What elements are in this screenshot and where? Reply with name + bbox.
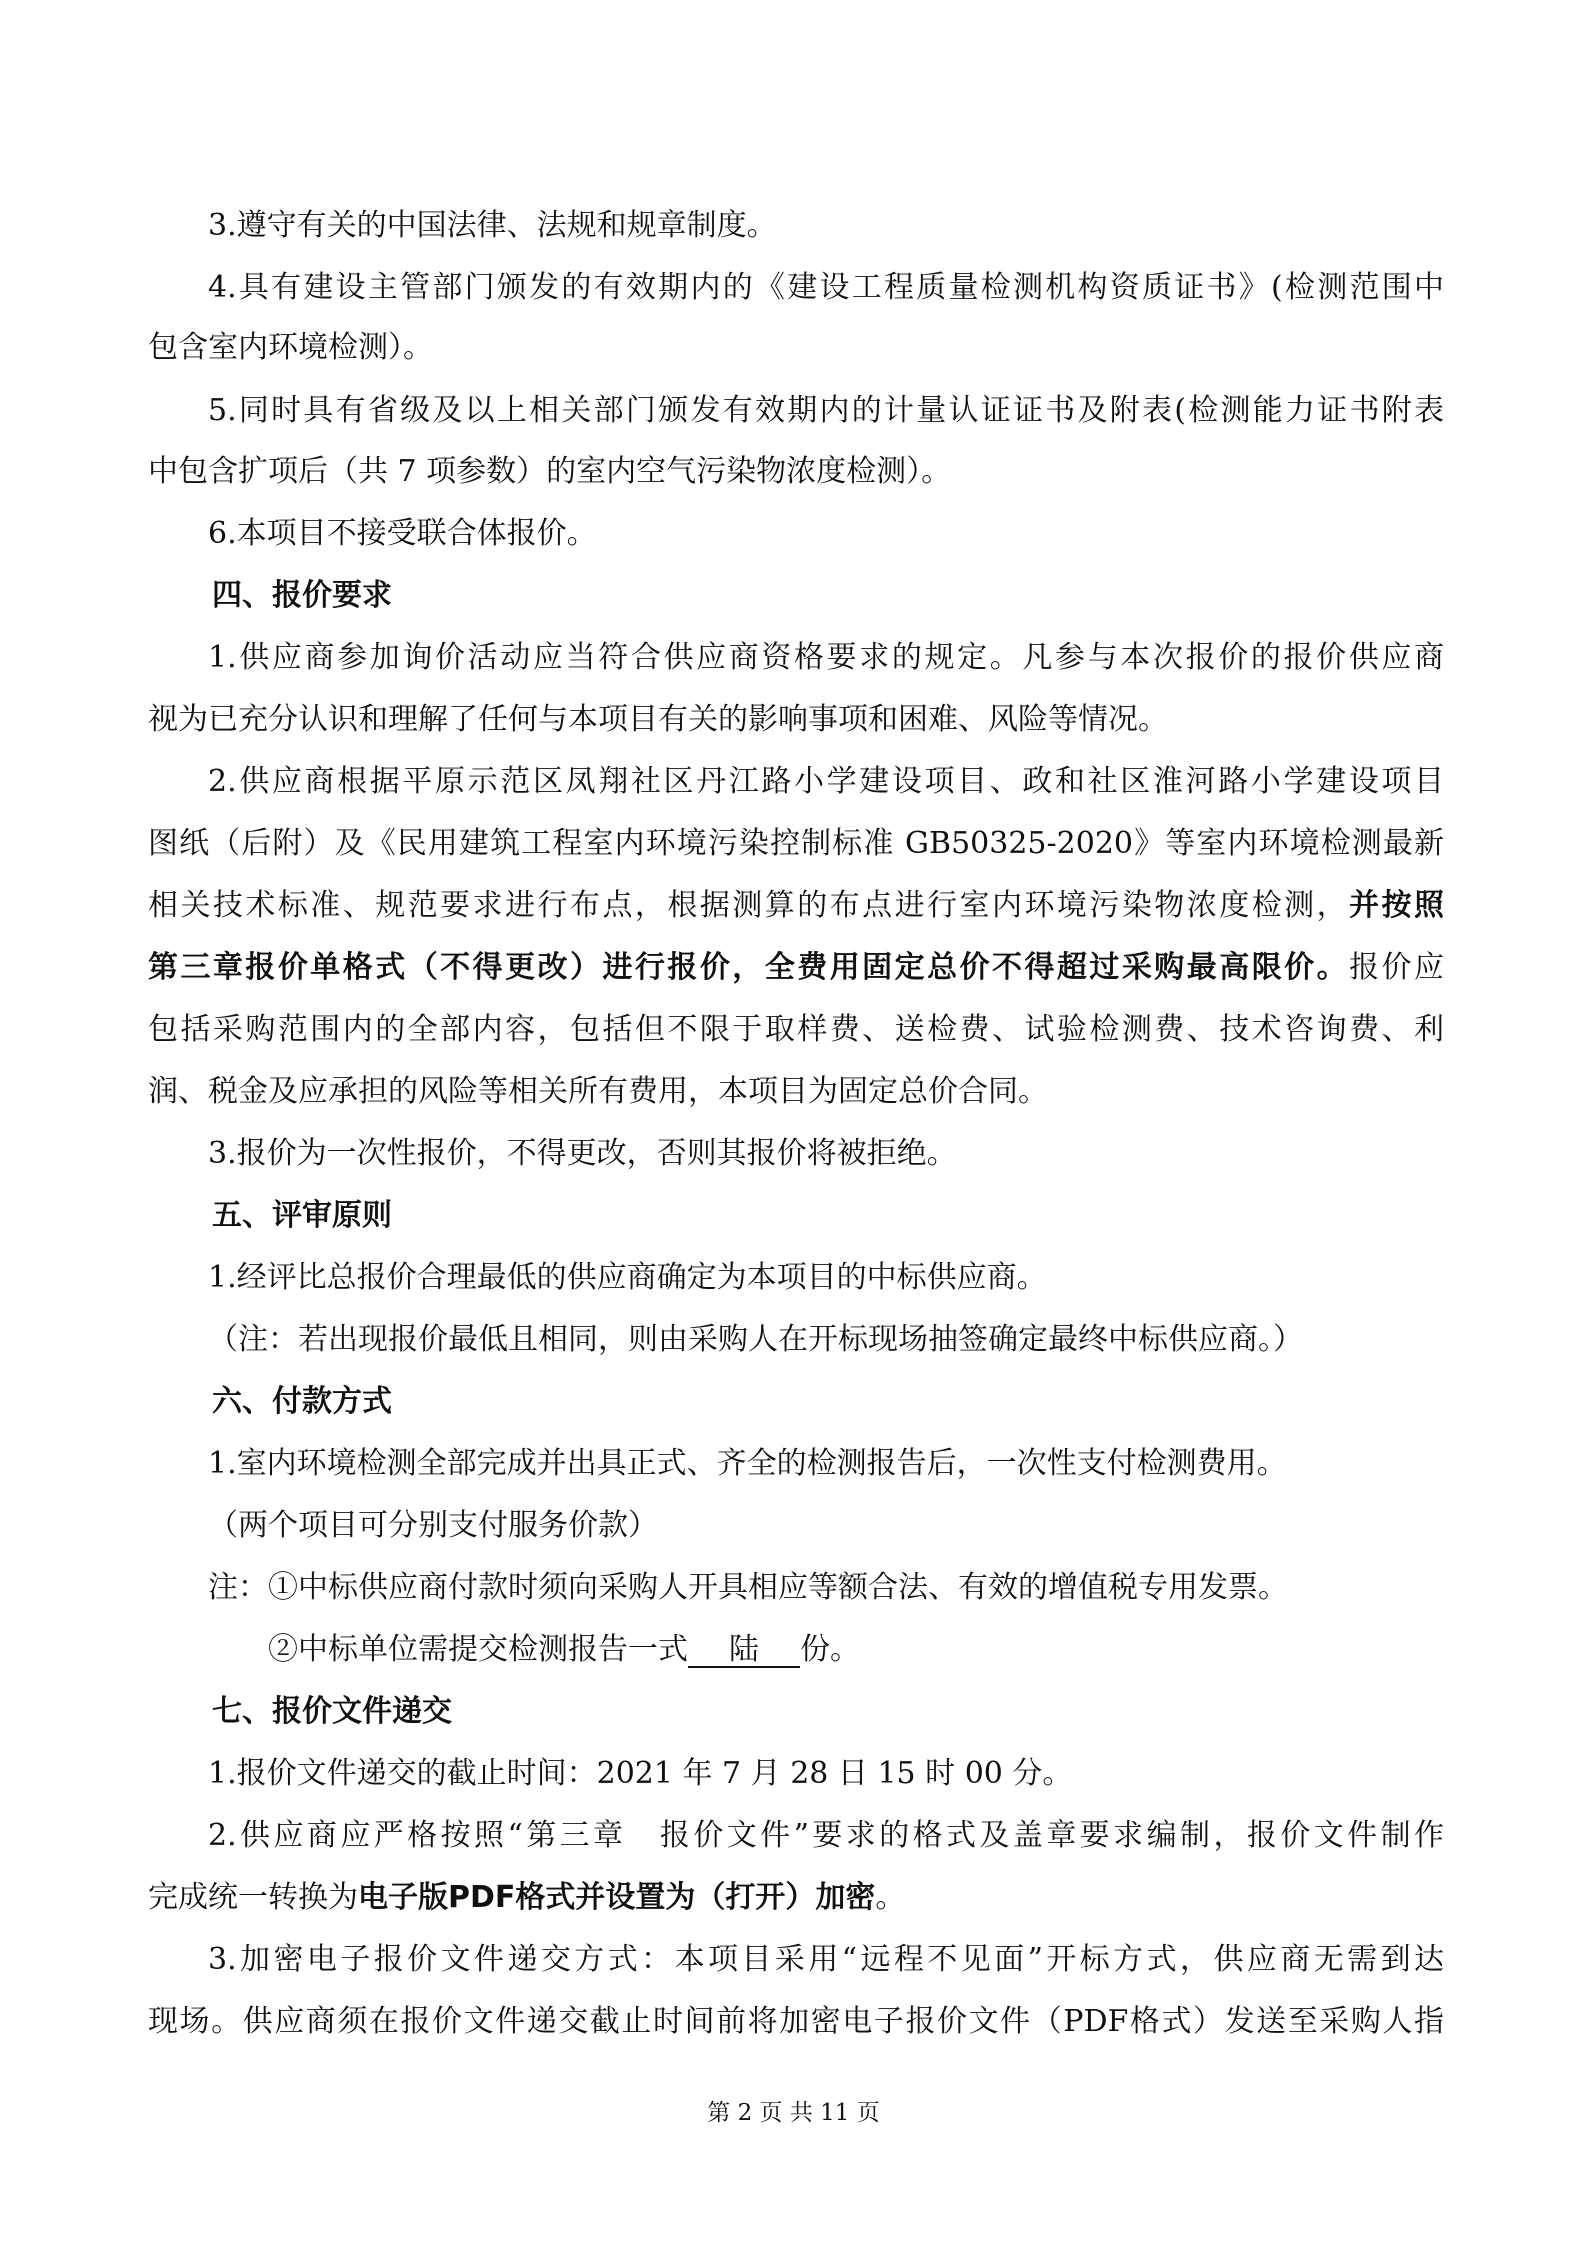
section-4-heading: 四、报价要求 xyxy=(212,578,392,613)
section-7-para2-line2 xyxy=(148,1880,1444,1916)
para2-line3-bold: 并按照 xyxy=(1349,888,1445,923)
page-number-footer: 第 2 页 共 11 页 xyxy=(707,2100,880,2126)
section-7-para1: 1.报价文件递交的截止时间：2021 年 7 月 28 日 15 时 00 分。 xyxy=(208,1756,1073,1791)
section-7-para3-line1: 3.加密电子报价文件递交方式：本项目采用“远程不见面”开标方式，供应商无需到达 xyxy=(208,1942,1444,1977)
section-4-para2-line1: 2.供应商根据平原示范区凤翔社区丹江路小学建设项目、政和社区淮河路小学建设项目 xyxy=(208,764,1444,799)
section-4-para2-line2: 图纸（后附）及《民用建筑工程室内环境污染控制标准 GB50325-2020》等室内环境检测最新 xyxy=(148,826,1444,861)
section-6-note1: 注：①中标供应商付款时须向采购人开具相应等额合法、有效的增值税专用发票。 xyxy=(208,1570,1288,1605)
section-4-para2-line6: 润、税金及应承担的风险等相关所有费用，本项目为固定总价合同。 xyxy=(148,1074,1048,1109)
section-4-para3: 3.报价为一次性报价，不得更改，否则其报价将被拒绝。 xyxy=(208,1136,957,1171)
para2-line4-bold: 第三章报价单格式（不得更改）进行报价，全费用固定总价不得超过采购最高限价。 xyxy=(148,950,1350,985)
para2-line2-bold: 电子版PDF格式并设置为（打开）加密 xyxy=(358,1880,876,1915)
requirement-item-4-line1: 4.具有建设主管部门颁发的有效期内的《建设工程质量检测机构资质证书》(检测范围中 xyxy=(208,270,1444,305)
requirement-item-5-line1: 5.同时具有省级及以上相关部门颁发有效期内的计量认证证书及附表(检测能力证书附表 xyxy=(208,393,1444,428)
section-4-para1-line1: 1.供应商参加询价活动应当符合供应商资格要求的规定。凡参与本次报价的报价供应商 xyxy=(208,640,1444,675)
section-6-heading: 六、付款方式 xyxy=(212,1384,392,1419)
report-count-blank: 陆 xyxy=(688,1634,800,1668)
requirement-item-3: 3.遵守有关的中国法律、法规和规章制度。 xyxy=(208,208,777,243)
section-5-note: （注：若出现报价最低且相同，则由采购人在开标现场抽签确定最终中标供应商。） xyxy=(208,1322,1303,1357)
section-5-para1: 1.经评比总报价合理最低的供应商确定为本项目的中标供应商。 xyxy=(208,1260,1047,1295)
para2-line2-end: 。 xyxy=(875,1880,906,1915)
section-4-para1-line2: 视为已充分认识和理解了任何与本项目有关的影响事项和困难、风险等情况。 xyxy=(148,702,1168,737)
section-4-para2-line4 xyxy=(148,950,1444,986)
para2-line3-text: 相关技术标准、规范要求进行布点，根据测算的布点进行室内环境污染物浓度检测， xyxy=(148,888,1350,923)
section-7-heading: 七、报价文件递交 xyxy=(212,1694,452,1729)
section-7-para3-line2: 现场。供应商须在报价文件递交截止时间前将加密电子报价文件（PDF格式）发送至采购人指 xyxy=(148,2004,1444,2039)
para2-line4-text: 报价应 xyxy=(1349,950,1445,985)
section-4-para2-line5: 包括采购范围内的全部内容，包括但不限于取样费、送检费、试验检测费、技术咨询费、利 xyxy=(148,1012,1444,1047)
note2-prefix: ②中标单位需提交检测报告一式 xyxy=(268,1632,688,1667)
section-5-heading: 五、评审原则 xyxy=(212,1198,392,1233)
section-6-para2: （两个项目可分别支付服务价款） xyxy=(208,1508,658,1543)
para2-line2-text: 完成统一转换为 xyxy=(148,1880,358,1915)
section-7-para2-line1: 2.供应商应严格按照“第三章 报价文件”要求的格式及盖章要求编制，报价文件制作 xyxy=(208,1818,1444,1853)
requirement-item-5-line2: 中包含扩项后（共 7 项参数）的室内空气污染物浓度检测）。 xyxy=(148,454,952,489)
section-4-para2-line3 xyxy=(148,888,1444,924)
requirement-item-4-line2: 包含室内环境检测）。 xyxy=(148,330,433,365)
section-6-note2 xyxy=(268,1632,1444,1668)
requirement-item-6: 6.本项目不接受联合体报价。 xyxy=(208,516,597,551)
section-6-para1: 1.室内环境检测全部完成并出具正式、齐全的检测报告后，一次性支付检测费用。 xyxy=(208,1446,1287,1481)
note2-suffix: 份。 xyxy=(800,1632,860,1667)
